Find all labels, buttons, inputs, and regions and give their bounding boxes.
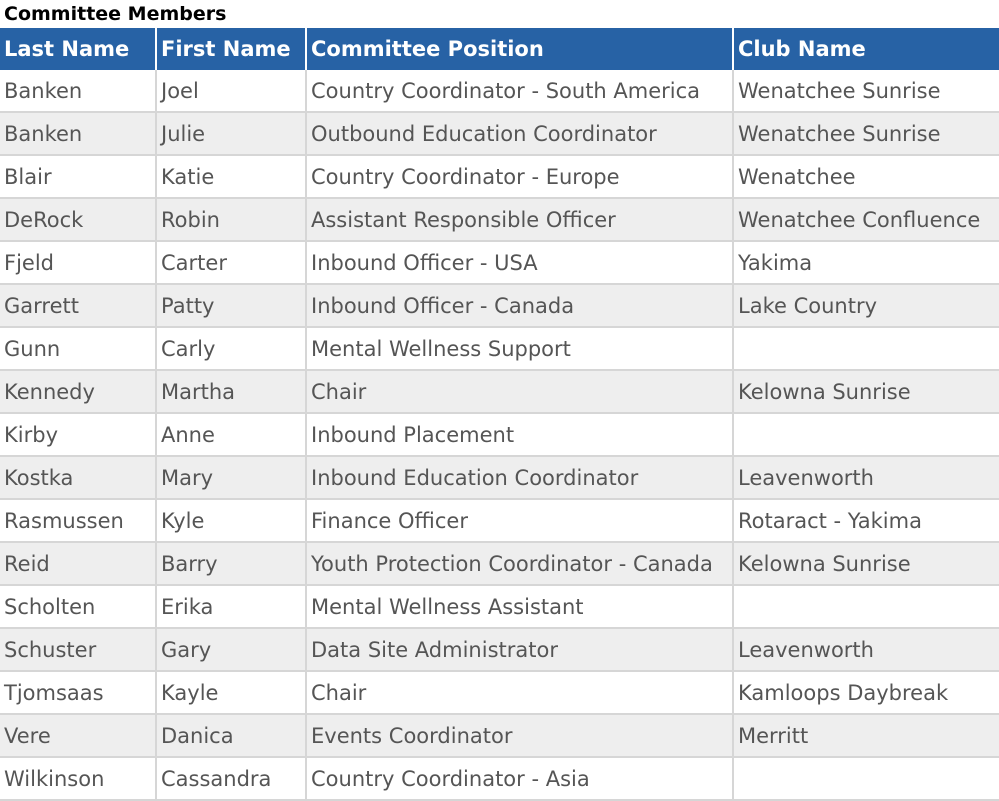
cell-last-name: Blair: [0, 155, 156, 198]
cell-club-name: [733, 757, 999, 800]
cell-first-name: Robin: [156, 198, 306, 241]
cell-first-name: Cassandra: [156, 757, 306, 800]
cell-club-name: Lake Country: [733, 284, 999, 327]
cell-club-name: Kamloops Daybreak: [733, 671, 999, 714]
cell-committee-position: Inbound Placement: [306, 413, 733, 456]
cell-club-name: Wenatchee: [733, 155, 999, 198]
cell-committee-position: Mental Wellness Assistant: [306, 585, 733, 628]
cell-club-name: Yakima: [733, 241, 999, 284]
cell-club-name: Leavenworth: [733, 456, 999, 499]
cell-last-name: Vere: [0, 714, 156, 757]
cell-last-name: Wilkinson: [0, 757, 156, 800]
cell-committee-position: Inbound Officer - USA: [306, 241, 733, 284]
table-row: [0, 198, 999, 241]
cell-first-name: Carter: [156, 241, 306, 284]
cell-first-name: Anne: [156, 413, 306, 456]
cell-first-name: Kayle: [156, 671, 306, 714]
cell-club-name: Wenatchee Sunrise: [733, 70, 999, 112]
committee-members-table: [0, 28, 999, 801]
cell-committee-position: Inbound Education Coordinator: [306, 456, 733, 499]
cell-club-name: Wenatchee Confluence: [733, 198, 999, 241]
cell-committee-position: Youth Protection Coordinator - Canada: [306, 542, 733, 585]
header-row: [0, 28, 999, 70]
table-row: [0, 542, 999, 585]
cell-club-name: [733, 327, 999, 370]
cell-committee-position: Inbound Officer - Canada: [306, 284, 733, 327]
column-header-first-name[interactable]: First Name: [156, 28, 306, 70]
cell-club-name: [733, 413, 999, 456]
table-row: [0, 284, 999, 327]
cell-first-name: Joel: [156, 70, 306, 112]
cell-first-name: Martha: [156, 370, 306, 413]
table-row: [0, 499, 999, 542]
cell-first-name: Danica: [156, 714, 306, 757]
cell-club-name: Merritt: [733, 714, 999, 757]
cell-last-name: Scholten: [0, 585, 156, 628]
cell-committee-position: Country Coordinator - Europe: [306, 155, 733, 198]
cell-first-name: Mary: [156, 456, 306, 499]
cell-first-name: Erika: [156, 585, 306, 628]
table-row: [0, 155, 999, 198]
cell-last-name: DeRock: [0, 198, 156, 241]
table-row: [0, 70, 999, 112]
cell-committee-position: Outbound Education Coordinator: [306, 112, 733, 155]
cell-committee-position: Country Coordinator - Asia: [306, 757, 733, 800]
cell-last-name: Gunn: [0, 327, 156, 370]
cell-committee-position: Chair: [306, 370, 733, 413]
table-row: [0, 456, 999, 499]
column-header-club-name[interactable]: Club Name: [733, 28, 999, 70]
cell-first-name: Julie: [156, 112, 306, 155]
table-row: [0, 671, 999, 714]
cell-last-name: Kirby: [0, 413, 156, 456]
cell-last-name: Reid: [0, 542, 156, 585]
cell-committee-position: Assistant Responsible Officer: [306, 198, 733, 241]
cell-last-name: Garrett: [0, 284, 156, 327]
column-header-committee-position[interactable]: Committee Position: [306, 28, 733, 70]
cell-club-name: Wenatchee Sunrise: [733, 112, 999, 155]
table-row: [0, 413, 999, 456]
column-header-last-name[interactable]: Last Name: [0, 28, 156, 70]
cell-club-name: Rotaract - Yakima: [733, 499, 999, 542]
cell-last-name: Banken: [0, 112, 156, 155]
cell-committee-position: Events Coordinator: [306, 714, 733, 757]
table-row: [0, 585, 999, 628]
cell-committee-position: Mental Wellness Support: [306, 327, 733, 370]
cell-first-name: Gary: [156, 628, 306, 671]
table-row: [0, 370, 999, 413]
cell-committee-position: Chair: [306, 671, 733, 714]
cell-club-name: Kelowna Sunrise: [733, 542, 999, 585]
cell-first-name: Kyle: [156, 499, 306, 542]
cell-last-name: Schuster: [0, 628, 156, 671]
cell-last-name: Tjomsaas: [0, 671, 156, 714]
table-caption: Committee Members: [4, 3, 227, 25]
table-row: [0, 628, 999, 671]
cell-first-name: Patty: [156, 284, 306, 327]
cell-last-name: Banken: [0, 70, 156, 112]
cell-last-name: Fjeld: [0, 241, 156, 284]
cell-first-name: Katie: [156, 155, 306, 198]
table-row: [0, 757, 999, 800]
cell-first-name: Barry: [156, 542, 306, 585]
table-row: [0, 241, 999, 284]
cell-committee-position: Country Coordinator - South America: [306, 70, 733, 112]
cell-club-name: [733, 585, 999, 628]
cell-last-name: Kennedy: [0, 370, 156, 413]
table-row: [0, 327, 999, 370]
table-row: [0, 714, 999, 757]
cell-committee-position: Data Site Administrator: [306, 628, 733, 671]
cell-first-name: Carly: [156, 327, 306, 370]
table-row: [0, 112, 999, 155]
cell-last-name: Kostka: [0, 456, 156, 499]
cell-last-name: Rasmussen: [0, 499, 156, 542]
cell-club-name: Leavenworth: [733, 628, 999, 671]
cell-club-name: Kelowna Sunrise: [733, 370, 999, 413]
cell-committee-position: Finance Officer: [306, 499, 733, 542]
